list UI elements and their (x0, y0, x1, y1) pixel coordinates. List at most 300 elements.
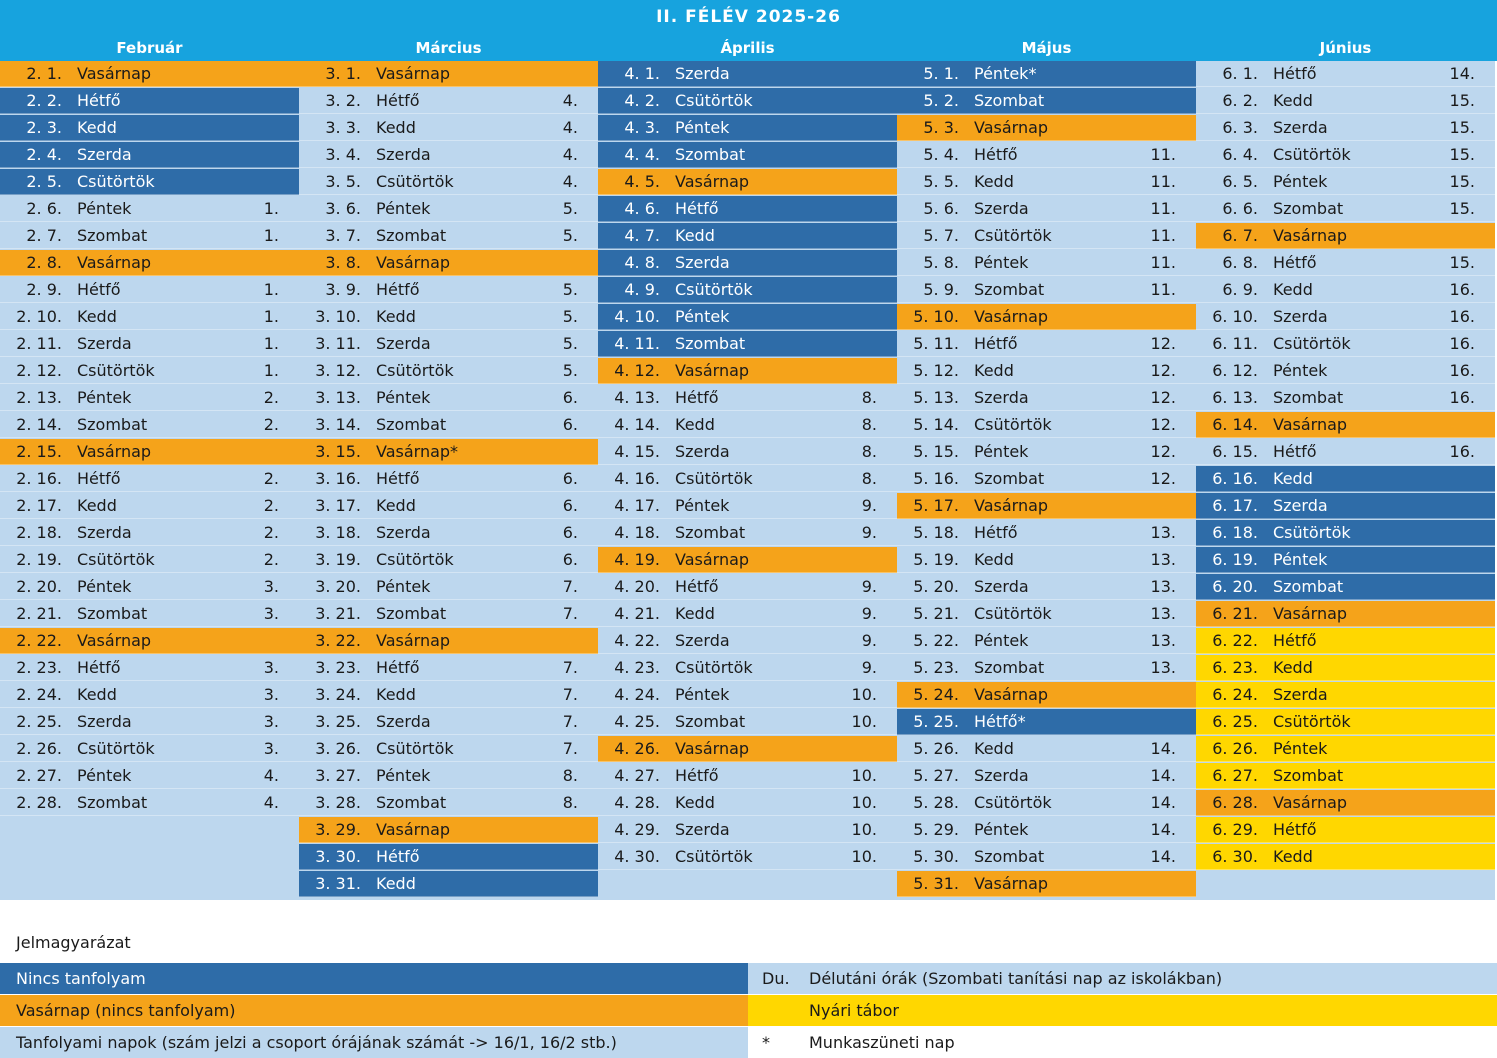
day-name: Csütörtök (1273, 334, 1351, 353)
day-date: 5. 21. (913, 604, 959, 623)
day-date: 4. 5. (624, 172, 660, 191)
day-date: 4. 13. (614, 388, 660, 407)
day-row (1196, 412, 1495, 438)
lesson-number: 8. (861, 388, 877, 407)
day-row (897, 250, 1196, 276)
day-name: Kedd (1273, 658, 1313, 677)
lesson-number: 16. (1449, 334, 1475, 353)
day-row (598, 277, 897, 303)
day-name: Vasárnap (1273, 226, 1348, 245)
day-name: Szombat (1273, 577, 1344, 596)
lesson-number: 10. (851, 793, 877, 812)
day-date: 3. 22. (315, 631, 361, 650)
day-row (598, 601, 897, 627)
day-date: 4. 14. (614, 415, 660, 434)
day-name: Péntek (1273, 172, 1328, 191)
lesson-number: 11. (1150, 199, 1176, 218)
day-row (1196, 88, 1495, 114)
day-date: 5. 22. (913, 631, 959, 650)
day-date: 5. 25. (913, 712, 959, 731)
lesson-number: 6. (562, 415, 578, 434)
lesson-number: 13. (1150, 577, 1176, 596)
day-date: 2. 21. (16, 604, 62, 623)
day-row (0, 304, 299, 330)
day-name: Hétfő (1273, 442, 1317, 461)
lesson-number: 8. (861, 442, 877, 461)
lesson-number: 1. (263, 199, 279, 218)
day-row (0, 385, 299, 411)
day-name: Péntek (376, 199, 431, 218)
month-column (299, 61, 598, 900)
day-name: Péntek (675, 118, 730, 137)
day-row (299, 115, 598, 141)
day-row (1196, 115, 1495, 141)
month-header: Június (1319, 39, 1372, 57)
day-name: Vasárnap (974, 685, 1049, 704)
day-name: Szerda (675, 253, 730, 272)
day-name: Vasárnap (675, 172, 750, 191)
day-date: 5. 23. (913, 658, 959, 677)
lesson-number: 5. (562, 361, 578, 380)
day-name: Csütörtök (376, 361, 454, 380)
day-date: 6. 19. (1212, 550, 1258, 569)
day-row (1196, 547, 1495, 573)
day-row (1196, 493, 1495, 519)
day-name: Szerda (974, 199, 1029, 218)
lesson-number: 3. (263, 739, 279, 758)
day-date: 4. 26. (614, 739, 660, 758)
day-name: Csütörtök (77, 172, 155, 191)
day-row (299, 88, 598, 114)
day-row (0, 574, 299, 600)
day-date: 3. 14. (315, 415, 361, 434)
day-row (598, 115, 897, 141)
day-date: 6. 10. (1212, 307, 1258, 326)
day-name: Kedd (1273, 280, 1313, 299)
day-row (897, 223, 1196, 249)
day-date: 3. 26. (315, 739, 361, 758)
day-row (598, 709, 897, 735)
day-name: Szerda (77, 712, 132, 731)
day-name: Csütörtök (1273, 145, 1351, 164)
day-name: Péntek (1273, 739, 1328, 758)
day-name: Kedd (77, 685, 117, 704)
lesson-number: 2. (263, 550, 279, 569)
day-row (897, 844, 1196, 870)
day-row (897, 169, 1196, 195)
day-date: 6. 8. (1222, 253, 1258, 272)
lesson-number: 4. (562, 118, 578, 137)
day-date: 6. 22. (1212, 631, 1258, 650)
day-name: Szombat (376, 793, 447, 812)
day-row (0, 142, 299, 168)
lesson-number: 11. (1150, 280, 1176, 299)
day-row (598, 385, 897, 411)
day-date: 5. 29. (913, 820, 959, 839)
day-row (598, 736, 897, 762)
day-name: Szombat (974, 91, 1045, 110)
lesson-number: 7. (562, 685, 578, 704)
day-row (0, 223, 299, 249)
day-name: Vasárnap (77, 64, 152, 83)
day-name: Szerda (376, 145, 431, 164)
lesson-number: 5. (562, 334, 578, 353)
day-name: Szombat (376, 604, 447, 623)
day-date: 2. 14. (16, 415, 62, 434)
day-name: Péntek (77, 577, 132, 596)
day-row (1196, 331, 1495, 357)
day-row (0, 250, 299, 276)
day-date: 3. 17. (315, 496, 361, 515)
day-date: 5. 1. (923, 64, 959, 83)
month-header: Február (116, 39, 183, 57)
day-row (598, 358, 897, 384)
day-row (0, 61, 299, 87)
day-name: Csütörtök (1273, 523, 1351, 542)
day-row (0, 196, 299, 222)
day-row (1196, 142, 1495, 168)
legend-course-days: Tanfolyami napok (szám jelzi a csoport órájának számát -> 16/1, 16/2 stb.) (0, 1027, 748, 1058)
day-row (299, 358, 598, 384)
day-row (1196, 763, 1495, 789)
day-name: Szerda (1273, 685, 1328, 704)
lesson-number: 6. (562, 550, 578, 569)
lesson-number: 13. (1150, 550, 1176, 569)
day-row (1196, 277, 1495, 303)
day-row (598, 844, 897, 870)
day-name: Kedd (77, 496, 117, 515)
day-date: 6. 4. (1222, 145, 1258, 164)
day-row (1196, 682, 1495, 708)
lesson-number: 4. (263, 793, 279, 812)
day-name: Szombat (675, 334, 746, 353)
day-name: Péntek (1273, 550, 1328, 569)
day-date: 5. 14. (913, 415, 959, 434)
day-row (897, 709, 1196, 735)
day-date: 3. 15. (315, 442, 361, 461)
day-date: 2. 25. (16, 712, 62, 731)
day-date: 4. 20. (614, 577, 660, 596)
day-row (1196, 385, 1495, 411)
day-row (0, 682, 299, 708)
lesson-number: 14. (1449, 64, 1475, 83)
day-name: Vasárnap (1273, 793, 1348, 812)
day-row (598, 169, 897, 195)
lesson-number: 3. (263, 712, 279, 731)
day-date: 4. 6. (624, 199, 660, 218)
day-name: Csütörtök (77, 739, 155, 758)
lesson-number: 15. (1449, 253, 1475, 272)
day-date: 4. 15. (614, 442, 660, 461)
lesson-number: 15. (1449, 145, 1475, 164)
day-name: Hétfő (376, 280, 420, 299)
day-name: Hétfő (376, 91, 420, 110)
day-date: 2. 17. (16, 496, 62, 515)
day-name: Szerda (1273, 307, 1328, 326)
lesson-number: 16. (1449, 307, 1475, 326)
lesson-number: 2. (263, 388, 279, 407)
day-name: Kedd (675, 226, 715, 245)
day-row (299, 277, 598, 303)
day-name: Szerda (376, 712, 431, 731)
day-name: Vasárnap (675, 550, 750, 569)
lesson-number: 12. (1150, 334, 1176, 353)
lesson-number: 11. (1150, 145, 1176, 164)
month-column (0, 61, 299, 900)
day-date: 2. 19. (16, 550, 62, 569)
day-date: 5. 30. (913, 847, 959, 866)
day-name: Szombat (77, 793, 148, 812)
day-row (897, 817, 1196, 843)
day-name: Péntek (77, 199, 132, 218)
day-date: 4. 30. (614, 847, 660, 866)
day-name: Szerda (376, 523, 431, 542)
day-row (598, 682, 897, 708)
day-row (299, 736, 598, 762)
day-name: Szerda (974, 766, 1029, 785)
day-date: 6. 12. (1212, 361, 1258, 380)
day-row (1196, 304, 1495, 330)
day-name: Szombat (974, 658, 1045, 677)
day-name: Kedd (974, 172, 1014, 191)
day-name: Vasárnap (77, 253, 152, 272)
legend-afternoon-symbol: Du. (762, 969, 790, 988)
day-date: 6. 7. (1222, 226, 1258, 245)
day-name: Hétfő (77, 469, 121, 488)
day-date: 3. 24. (315, 685, 361, 704)
day-row (299, 304, 598, 330)
day-row (598, 412, 897, 438)
day-name: Vasárnap (974, 496, 1049, 515)
day-date: 6. 18. (1212, 523, 1258, 542)
day-name: Csütörtök (675, 280, 753, 299)
lesson-number: 7. (562, 739, 578, 758)
day-row (299, 655, 598, 681)
lesson-number: 1. (263, 226, 279, 245)
day-row (1196, 61, 1495, 87)
day-name: Szombat (1273, 388, 1344, 407)
day-date: 2. 27. (16, 766, 62, 785)
day-name: Csütörtök (974, 793, 1052, 812)
day-date: 3. 18. (315, 523, 361, 542)
lesson-number: 3. (263, 577, 279, 596)
lesson-number: 4. (562, 172, 578, 191)
day-name: Hétfő (1273, 820, 1317, 839)
day-date: 3. 16. (315, 469, 361, 488)
day-row (0, 88, 299, 114)
day-name: Kedd (675, 793, 715, 812)
day-date: 5. 11. (913, 334, 959, 353)
lesson-number: 14. (1150, 793, 1176, 812)
day-date: 2. 12. (16, 361, 62, 380)
day-name: Péntek (376, 388, 431, 407)
day-row (1196, 223, 1495, 249)
day-date: 5. 28. (913, 793, 959, 812)
day-date: 6. 13. (1212, 388, 1258, 407)
lesson-number: 5. (562, 280, 578, 299)
day-row (1196, 817, 1495, 843)
day-row (299, 628, 598, 654)
day-date: 6. 27. (1212, 766, 1258, 785)
day-name: Vasárnap (376, 64, 451, 83)
day-name: Hétfő (1273, 253, 1317, 272)
day-name: Szombat (376, 226, 447, 245)
legend-no-course: Nincs tanfolyam (0, 963, 748, 994)
day-date: 6. 5. (1222, 172, 1258, 191)
day-date: 6. 26. (1212, 739, 1258, 758)
day-row (897, 547, 1196, 573)
lesson-number: 14. (1150, 820, 1176, 839)
month-header: Március (415, 39, 482, 57)
day-row (0, 547, 299, 573)
lesson-number: 12. (1150, 388, 1176, 407)
day-name: Szerda (675, 64, 730, 83)
day-row (299, 196, 598, 222)
day-name: Hétfő (675, 388, 719, 407)
lesson-number: 16. (1449, 442, 1475, 461)
lesson-number: 16. (1449, 361, 1475, 380)
day-name: Hétfő (974, 334, 1018, 353)
day-row (897, 331, 1196, 357)
day-name: Szerda (974, 577, 1029, 596)
day-date: 5. 27. (913, 766, 959, 785)
day-row (897, 385, 1196, 411)
day-row (897, 196, 1196, 222)
day-row (1196, 736, 1495, 762)
day-date: 5. 7. (923, 226, 959, 245)
day-row (0, 466, 299, 492)
lesson-number: 10. (851, 847, 877, 866)
day-name: Péntek* (974, 64, 1037, 83)
day-date: 4. 10. (614, 307, 660, 326)
day-row (1196, 628, 1495, 654)
day-name: Csütörtök (376, 739, 454, 758)
lesson-number: 2. (263, 496, 279, 515)
lesson-number: 9. (861, 577, 877, 596)
day-row (0, 736, 299, 762)
lesson-number: 12. (1150, 415, 1176, 434)
day-name: Csütörtök (974, 226, 1052, 245)
day-row (1196, 196, 1495, 222)
day-name: Kedd (376, 496, 416, 515)
day-row (598, 817, 897, 843)
day-row (598, 304, 897, 330)
lesson-number: 16. (1449, 388, 1475, 407)
day-row (598, 763, 897, 789)
lesson-number: 1. (263, 334, 279, 353)
day-date: 6. 3. (1222, 118, 1258, 137)
day-name: Vasárnap (376, 820, 451, 839)
day-name: Kedd (376, 307, 416, 326)
day-row (897, 655, 1196, 681)
day-row (598, 250, 897, 276)
day-date: 4. 4. (624, 145, 660, 164)
day-name: Szerda (77, 334, 132, 353)
day-date: 5. 18. (913, 523, 959, 542)
lesson-number: 2. (263, 523, 279, 542)
day-date: 2. 20. (16, 577, 62, 596)
day-date: 2. 11. (16, 334, 62, 353)
day-row (897, 412, 1196, 438)
day-row (897, 736, 1196, 762)
day-date: 5. 10. (913, 307, 959, 326)
day-row (897, 439, 1196, 465)
lesson-number: 6. (562, 523, 578, 542)
day-name: Csütörtök (376, 172, 454, 191)
day-name: Kedd (675, 604, 715, 623)
day-row (0, 277, 299, 303)
lesson-number: 14. (1150, 766, 1176, 785)
day-date: 4. 28. (614, 793, 660, 812)
day-row (897, 790, 1196, 816)
day-name: Kedd (376, 685, 416, 704)
day-date: 4. 7. (624, 226, 660, 245)
day-date: 3. 5. (325, 172, 361, 191)
day-date: 2. 16. (16, 469, 62, 488)
day-name: Hétfő (974, 145, 1018, 164)
day-name: Vasárnap (1273, 604, 1348, 623)
day-row (299, 223, 598, 249)
day-row (299, 142, 598, 168)
day-name: Szombat (1273, 199, 1344, 218)
lesson-number: 4. (263, 766, 279, 785)
day-row (598, 466, 897, 492)
day-date: 6. 30. (1212, 847, 1258, 866)
day-date: 2. 23. (16, 658, 62, 677)
lesson-number: 13. (1150, 658, 1176, 677)
day-date: 4. 2. (624, 91, 660, 110)
lesson-number: 6. (562, 469, 578, 488)
day-date: 5. 20. (913, 577, 959, 596)
day-name: Péntek (77, 766, 132, 785)
day-row (0, 628, 299, 654)
day-row (897, 520, 1196, 546)
day-name: Vasárnap (77, 631, 152, 650)
day-date: 3. 30. (315, 847, 361, 866)
day-date: 3. 13. (315, 388, 361, 407)
day-name: Hétfő (77, 280, 121, 299)
day-row (897, 61, 1196, 87)
day-name: Hétfő (376, 469, 420, 488)
day-name: Vasárnap (974, 307, 1049, 326)
day-date: 3. 9. (325, 280, 361, 299)
day-name: Csütörtök (77, 361, 155, 380)
lesson-number: 9. (861, 523, 877, 542)
lesson-number: 14. (1150, 847, 1176, 866)
day-name: Csütörtök (974, 415, 1052, 434)
day-date: 3. 21. (315, 604, 361, 623)
legend-holiday-text: Munkaszüneti nap (809, 1033, 955, 1052)
day-date: 6. 20. (1212, 577, 1258, 596)
day-date: 3. 6. (325, 199, 361, 218)
day-date: 4. 9. (624, 280, 660, 299)
day-name: Kedd (77, 118, 117, 137)
day-row (897, 493, 1196, 519)
day-row (0, 439, 299, 465)
day-date: 6. 25. (1212, 712, 1258, 731)
lesson-number: 13. (1150, 631, 1176, 650)
day-name: Szombat (77, 415, 148, 434)
day-name: Szerda (77, 523, 132, 542)
legend-sunday: Vasárnap (nincs tanfolyam) (0, 995, 748, 1026)
day-row (1196, 169, 1495, 195)
lesson-number: 12. (1150, 469, 1176, 488)
day-date: 4. 19. (614, 550, 660, 569)
day-name: Szombat (974, 280, 1045, 299)
lesson-number: 5. (562, 307, 578, 326)
lesson-number: 15. (1449, 118, 1475, 137)
day-name: Csütörtök (675, 91, 753, 110)
